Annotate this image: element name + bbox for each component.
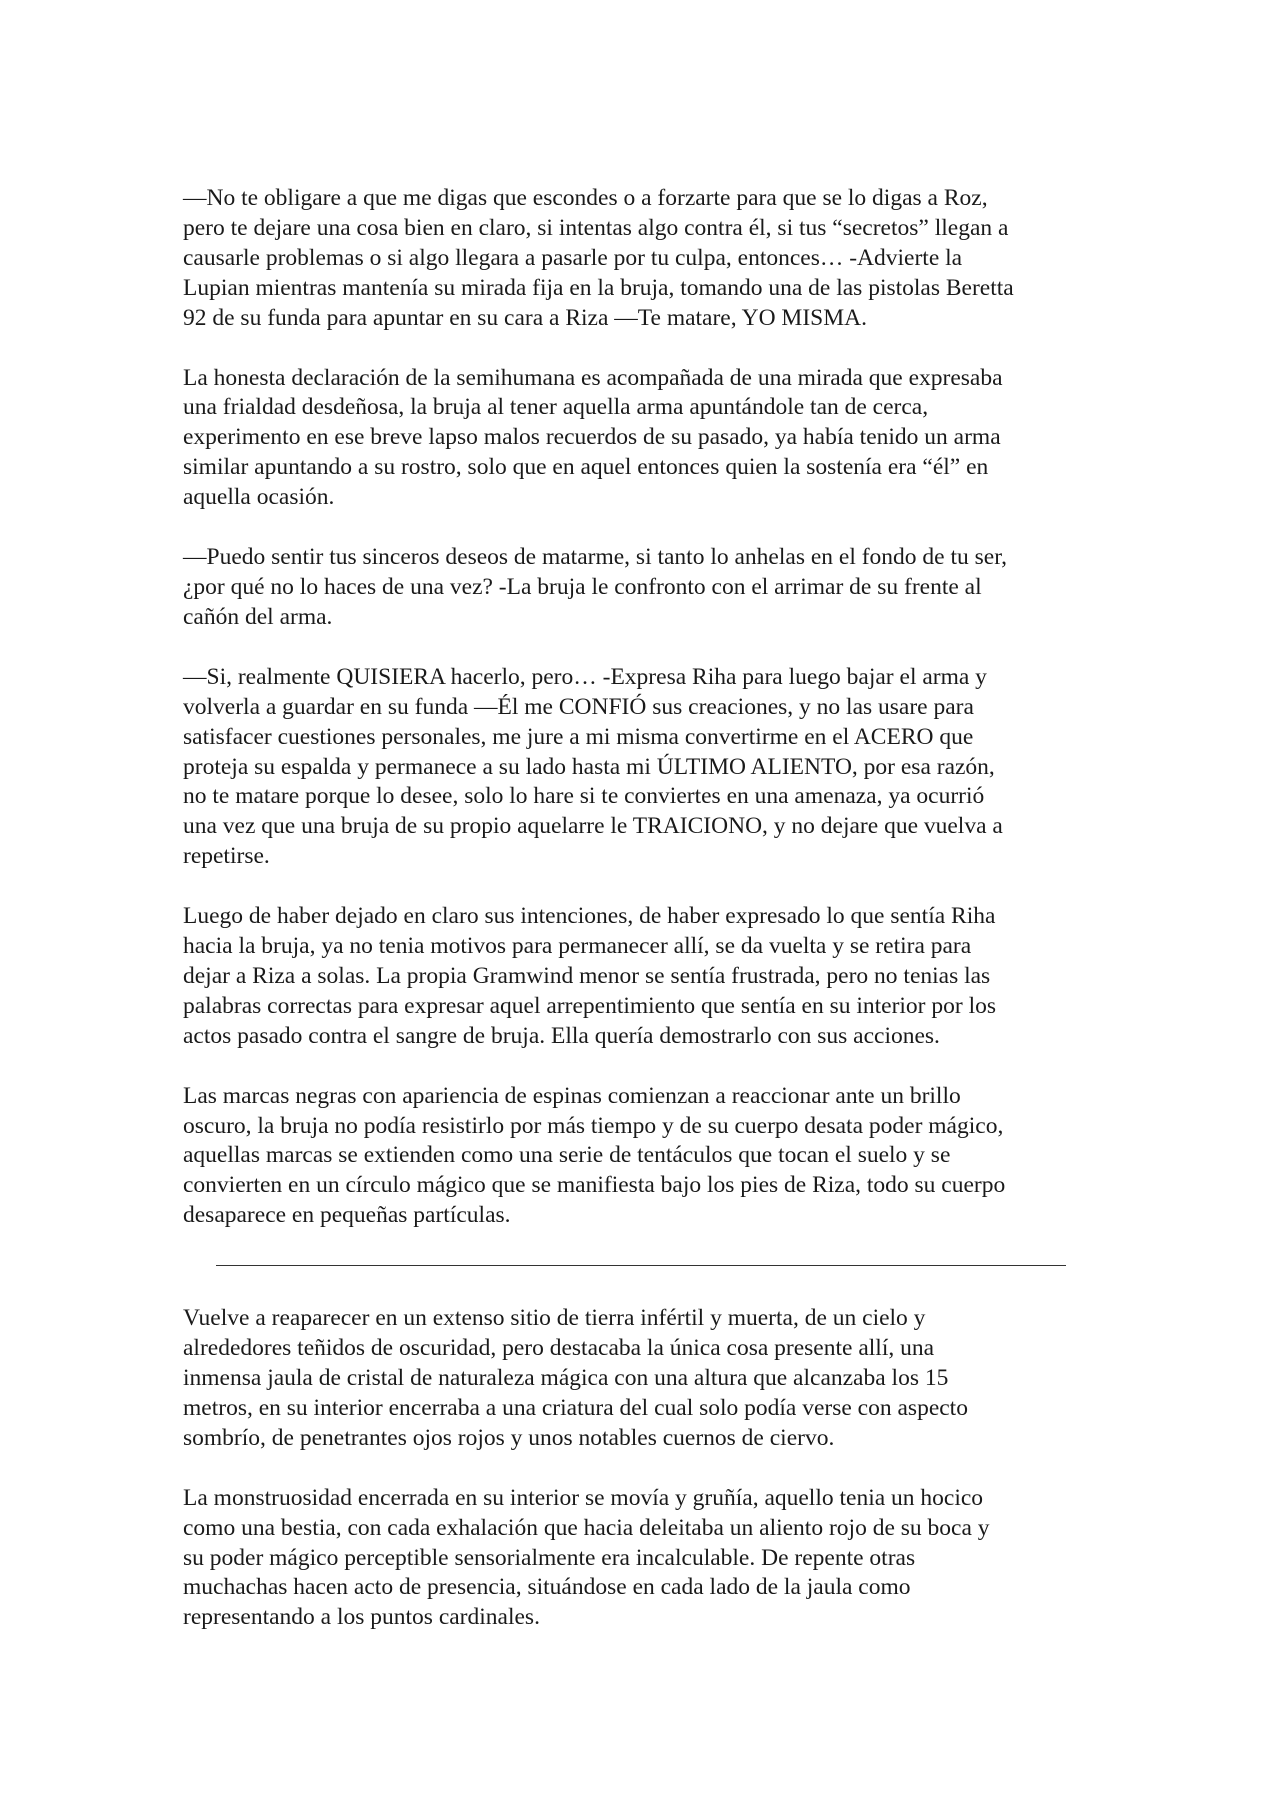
paragraph-4: —Si, realmente QUISIERA hacerlo, pero… -Expresa Riha para luego bajar el arma y volverla a guardar en su funda —Él me CONFIÓ sus creaciones, y no las usare para satisfacer cuestiones personales, me jure a mi misma convertirme en el ACERO que proteja su espalda y permanece a su lado hasta mi ÚLTIMO ALIENTO, por esa razón, no te matare porque lo desee, solo lo hare si te conviertes en una amenaza, ya ocurrió una vez que una bruja de su propio aquelarre le TRAICIONO, y no dejare que vuelva a repetirse. (183, 663, 1003, 870)
paragraph-7: Vuelve a reaparecer en un extenso sitio de tierra infértil y muerta, de un cielo y alrededores teñidos de oscuridad, pero destacaba la única cosa presente allí, una inmensa jaula de cristal de naturaleza mágica con una altura que alcanzaba los 15 metros, en su interior encerraba a una criatura del cual solo podía verse con aspecto sombrío, de penetrantes ojos rojos y unos notables cuernos de ciervo. (183, 1305, 968, 1451)
paragraph-3: —Puedo sentir tus sinceros deseos de matarme, si tanto lo anhelas en el fondo de tu ser, ¿por qué no lo haces de una vez? -La bruja le confronto con el arrimar de su frente al cañón del arma. (183, 544, 1007, 630)
document-body (183, 184, 1103, 1663)
paragraph-5: Luego de haber dejado en claro sus intenciones, de haber expresado lo que sentía Riha hacia la bruja, ya no tenia motivos para permanecer allí, se da vuelta y se retira para dejar a Riza a solas. La propia Gramwind menor se sentía frustrada, pero no tenias las palabras correctas para expresar aquel arrepentimiento que sentía en su interior por los actos pasado contra el sangre de bruja. Ella quería demostrarlo con sus acciones. (183, 903, 997, 1049)
paragraph-1: —No te obligare a que me digas que escondes o a forzarte para que se lo digas a Roz, pero te dejare una cosa bien en claro, si intentas algo contra él, si tus “secretos” llegan a causarle problemas o si algo llegara a pasarle por tu culpa, entonces… -Advierte la Lupian mientras mantenía su mirada fija en la bruja, tomando una de las pistolas Beretta 92 de su funda para apuntar en su cara a Riza —Te matare, YO MISMA. (183, 185, 1014, 331)
paragraph-6: Las marcas negras con apariencia de espinas comienzan a reaccionar ante un brillo oscuro, la bruja no podía resistirlo por más tiempo y de su cuerpo desata poder mágico, aquellas marcas se extienden como una serie de tentáculos que tocan el suelo y se convierten en un círculo mágico que se manifiesta bajo los pies de Riza, todo su cuerpo desaparece en pequeñas partículas. (183, 1082, 1006, 1229)
paragraph-2: La honesta declaración de la semihumana es acompañada de una mirada que expresaba una frialdad desdeñosa, la bruja al tener aquella arma apuntándole tan de cerca, experimento en ese breve lapso malos recuerdos de su pasado, ya había tenido un arma similar apuntando a su rostro, solo que en aquel entonces quien la sostenía era “él” en aquella ocasión. (183, 364, 1003, 511)
paragraph-8: La monstruosidad encerrada en su interior se movía y gruñía, aquello tenia un hocico como una bestia, con cada exhalación que hacia deleitaba un aliento rojo de su boca y su poder mágico perceptible sensorialmente era incalculable. De repente otras muchachas hacen acto de presencia, situándose en cada lado de la jaula como representando a los puntos cardinales. (183, 1484, 990, 1631)
section-divider (216, 1265, 1066, 1266)
